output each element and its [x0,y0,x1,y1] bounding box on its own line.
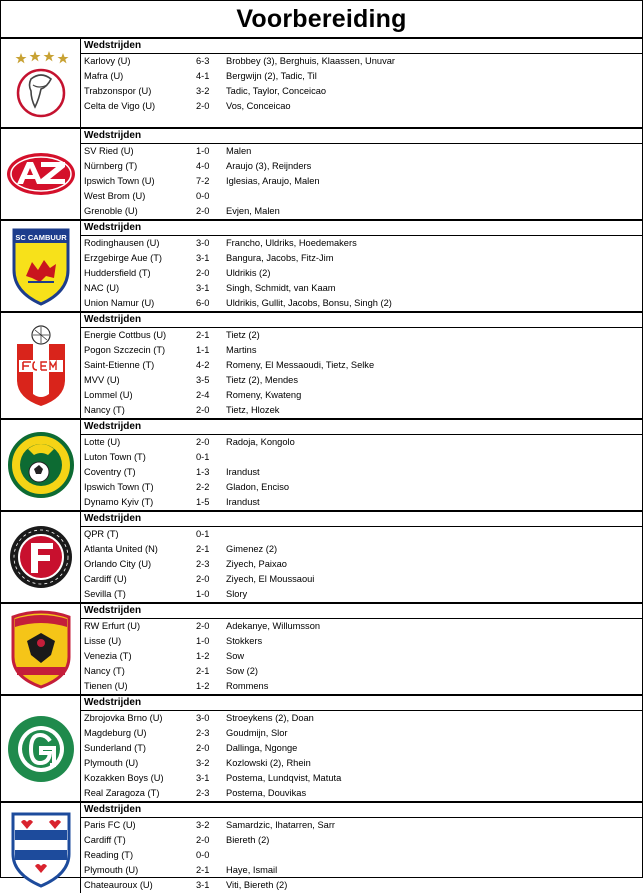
score: 3-2 [196,758,210,768]
match-row [81,649,642,664]
opponent: Energie Cottbus (U) [84,330,167,340]
scorers: Radoja, Kongolo [226,437,295,447]
score: 3-2 [196,86,210,96]
opponent: Erzgebirge Aue (T) [84,253,163,263]
opponent: Magdeburg (U) [84,728,147,738]
opponent: Orlando City (U) [84,559,152,569]
opponent: Sunderland (T) [84,743,147,753]
match-row [81,236,642,251]
score: 2-3 [196,559,210,569]
match-row [81,679,642,694]
match-row [81,204,642,219]
match-row [81,756,642,771]
opponent: Kozakken Boys (U) [84,773,164,783]
opponent: Huddersfield (T) [84,268,151,278]
table-header: Wedstrijden [81,420,642,435]
table-header: Wedstrijden [81,803,642,818]
score: 1-5 [196,497,210,507]
scorers: Brobbey (3), Berghuis, Klaassen, Unuvar [226,56,395,66]
table-header: Wedstrijden [81,604,642,619]
scorers: Vos, Conceicao [226,101,291,111]
opponent: Trabzonspor (U) [84,86,152,96]
score: 2-0 [196,206,210,216]
match-row [81,144,642,159]
score: 0-0 [196,191,210,201]
opponent: Venezia (T) [84,651,132,661]
opponent: Pogon Szczecin (T) [84,345,166,355]
scorers: Francho, Uldriks, Hoedemakers [226,238,357,248]
scorers: Adekanye, Willumsson [226,621,321,631]
match-row [81,833,642,848]
score: 3-2 [196,820,210,830]
title-row [1,1,642,39]
scorers: Haye, Ismail [226,865,278,875]
score: 4-0 [196,161,210,171]
score: 7-2 [196,176,210,186]
score: 1-1 [196,345,210,355]
opponent: Sevilla (T) [84,589,126,599]
score: 2-0 [196,574,210,584]
match-row [81,450,642,465]
fc-groningen-crest-icon [1,696,81,801]
match-row [81,495,642,510]
match-row [81,99,642,114]
scorers: Sow (2) [226,666,259,676]
match-row [81,542,642,557]
scorers: Gimenez (2) [226,544,278,554]
match-row [81,328,642,343]
az-crest-icon [1,129,81,219]
match-row [81,403,642,418]
match-row [81,726,642,741]
matches-table [81,39,642,127]
match-row [81,848,642,863]
opponent: Cardiff (T) [84,835,126,845]
scorers: Uldrikis, Gullit, Jacobs, Bonsu, Singh (2) [226,298,392,308]
opponent: West Brom (U) [84,191,146,201]
score: 3-5 [196,375,210,385]
scorers: Araujo (3), Reijnders [226,161,312,171]
score: 2-0 [196,621,210,631]
score: 0-0 [196,850,210,860]
scorers: Tadic, Taylor, Conceicao [226,86,327,96]
score: 2-1 [196,330,210,340]
svg-text:SC CAMBUUR: SC CAMBUUR [14,233,67,242]
scorers: Gladon, Enciso [226,482,290,492]
opponent: Coventry (T) [84,467,136,477]
table-header: Wedstrijden [81,313,642,328]
scorers: Irandust [226,497,260,507]
match-row [81,863,642,878]
score: 1-0 [196,146,210,156]
scorers: Sow [226,651,245,661]
scorers: Romeny, Kwateng [226,390,302,400]
matches-table [81,604,642,694]
table-header: Wedstrijden [81,221,642,236]
opponent: RW Erfurt (U) [84,621,141,631]
score: 2-1 [196,544,210,554]
scorers: Biereth (2) [226,835,270,845]
scorers: Viti, Biereth (2) [226,880,288,890]
opponent: Nürnberg (T) [84,161,138,171]
opponent: Tienen (U) [84,681,128,691]
match-row [81,343,642,358]
club-block-emmen [1,313,642,420]
score: 2-0 [196,101,210,111]
match-row [81,358,642,373]
score: 2-0 [196,405,210,415]
scorers: Evjen, Malen [226,206,280,216]
match-row [81,818,642,833]
score: 3-1 [196,880,210,890]
opponent: Grenoble (U) [84,206,138,216]
club-block-cambuur [1,221,642,313]
match-row [81,664,642,679]
score: 3-0 [196,713,210,723]
opponent: Nancy (T) [84,405,125,415]
score: 0-1 [196,452,210,462]
cambuur-crest-icon [1,221,81,311]
score: 1-0 [196,589,210,599]
opponent: Ipswich Town (U) [84,176,155,186]
club-block-fc-groningen [1,696,642,803]
score: 6-0 [196,298,210,308]
match-row [81,572,642,587]
opponent: Reading (T) [84,850,134,860]
opponent: QPR (T) [84,529,119,539]
opponent: NAC (U) [84,283,120,293]
opponent: Lommel (U) [84,390,133,400]
score: 3-1 [196,283,210,293]
scorers: Ziyech, Paixao [226,559,287,569]
match-row [81,189,642,204]
opponent: Ipswich Town (T) [84,482,154,492]
score: 4-2 [196,360,210,370]
opponent: Plymouth (U) [84,758,139,768]
match-row [81,296,642,311]
scorers: Bergwijn (2), Tadic, Til [226,71,317,81]
scorers: Romeny, El Messaoudi, Tietz, Selke [226,360,375,370]
score: 6-3 [196,56,210,66]
score: 0-1 [196,529,210,539]
match-row [81,281,642,296]
scorers: Iglesias, Araujo, Malen [226,176,320,186]
table-header: Wedstrijden [81,512,642,527]
scorers: Postema, Douvikas [226,788,307,798]
opponent: Real Zaragoza (T) [84,788,160,798]
match-row [81,786,642,801]
score: 2-1 [196,666,210,676]
score: 1-2 [196,651,210,661]
matches-table [81,129,642,219]
scorers: Stroeykens (2), Doan [226,713,314,723]
score: 4-1 [196,71,210,81]
score: 1-0 [196,636,210,646]
scorers: Dallinga, Ngonge [226,743,298,753]
opponent: Nancy (T) [84,666,125,676]
score: 2-4 [196,390,210,400]
opponent: Zbrojovka Brno (U) [84,713,163,723]
match-row [81,54,642,69]
match-row [81,587,642,602]
match-row [81,373,642,388]
score: 2-0 [196,268,210,278]
match-row [81,435,642,450]
go-ahead-eagles-crest-icon [1,604,81,694]
scorers: Martins [226,345,257,355]
score: 1-3 [196,467,210,477]
table-header: Wedstrijden [81,696,642,711]
match-row [81,527,642,542]
opponent: Lotte (U) [84,437,121,447]
opponent: Rodinghausen (U) [84,238,160,248]
scorers: Rommens [226,681,269,691]
opponent: SV Ried (U) [84,146,134,156]
scorers: Uldrikis (2) [226,268,271,278]
scorers: Samardzic, Ihatarren, Sarr [226,820,336,830]
scorers: Stokkers [226,636,263,646]
fortuna-sittard-crest-icon [1,420,81,510]
emmen-crest-icon [1,313,81,418]
scorers: Ziyech, El Moussaoui [226,574,315,584]
score: 2-1 [196,865,210,875]
score: 3-1 [196,253,210,263]
score: 2-2 [196,482,210,492]
match-row [81,266,642,281]
matches-table [81,803,642,893]
match-row [81,634,642,649]
match-row [81,84,642,99]
matches-table [81,313,642,418]
score: 2-3 [196,788,210,798]
opponent: Atlanta United (N) [84,544,158,554]
match-row [81,619,642,634]
scorers: Tietz (2), Mendes [226,375,298,385]
club-block-sc-heerenveen [1,803,642,893]
opponent: Union Namur (U) [84,298,155,308]
scorers: Bangura, Jacobs, Fitz-Jim [226,253,334,263]
scorers: Slory [226,589,248,599]
club-block-feyenoord [1,512,642,604]
match-row [81,741,642,756]
opponent: Plymouth (U) [84,865,139,875]
ajax-crest-icon [1,39,81,127]
opponent: Saint-Etienne (T) [84,360,155,370]
table-header: Wedstrijden [81,39,642,54]
scorers: Tietz, Hlozek [226,405,280,415]
match-row [81,711,642,726]
score: 3-0 [196,238,210,248]
opponent: MVV (U) [84,375,120,385]
table-header: Wedstrijden [81,129,642,144]
opponent: Mafra (U) [84,71,124,81]
club-block-ajax [1,39,642,129]
match-row [81,251,642,266]
score: 3-1 [196,773,210,783]
sc-heerenveen-crest-icon [1,803,81,893]
match-row [81,771,642,786]
opponent: Luton Town (T) [84,452,146,462]
page-title: Voorbereiding [236,4,407,33]
score: 1-2 [196,681,210,691]
scorers: Postema, Lundqvist, Matuta [226,773,342,783]
match-row [81,878,642,893]
opponent: Dynamo Kyiv (T) [84,497,154,507]
scorers: Singh, Schmidt, van Kaam [226,283,336,293]
opponent: Chateauroux (U) [84,880,153,890]
opponent: Celta de Vigo (U) [84,101,156,111]
matches-table [81,420,642,510]
scorers: Kozlowski (2), Rhein [226,758,311,768]
scorers: Irandust [226,467,260,477]
match-row [81,174,642,189]
match-row [81,480,642,495]
scorers: Tietz (2) [226,330,260,340]
score: 2-0 [196,437,210,447]
opponent: Lisse (U) [84,636,122,646]
score: 2-0 [196,835,210,845]
feyenoord-crest-icon [1,512,81,602]
club-block-go-ahead-eagles [1,604,642,696]
match-row [81,388,642,403]
club-block-fortuna-sittard [1,420,642,512]
matches-table [81,221,642,311]
matches-table [81,696,642,801]
opponent: Paris FC (U) [84,820,136,830]
match-row [81,159,642,174]
score: 2-0 [196,743,210,753]
scorers: Malen [226,146,252,156]
opponent: Karlovy (U) [84,56,131,66]
match-row [81,557,642,572]
matches-table [81,512,642,602]
opponent: Cardiff (U) [84,574,127,584]
match-row [81,69,642,84]
score: 2-3 [196,728,210,738]
scorers: Goudmijn, Slor [226,728,288,738]
club-block-az [1,129,642,221]
match-row [81,465,642,480]
